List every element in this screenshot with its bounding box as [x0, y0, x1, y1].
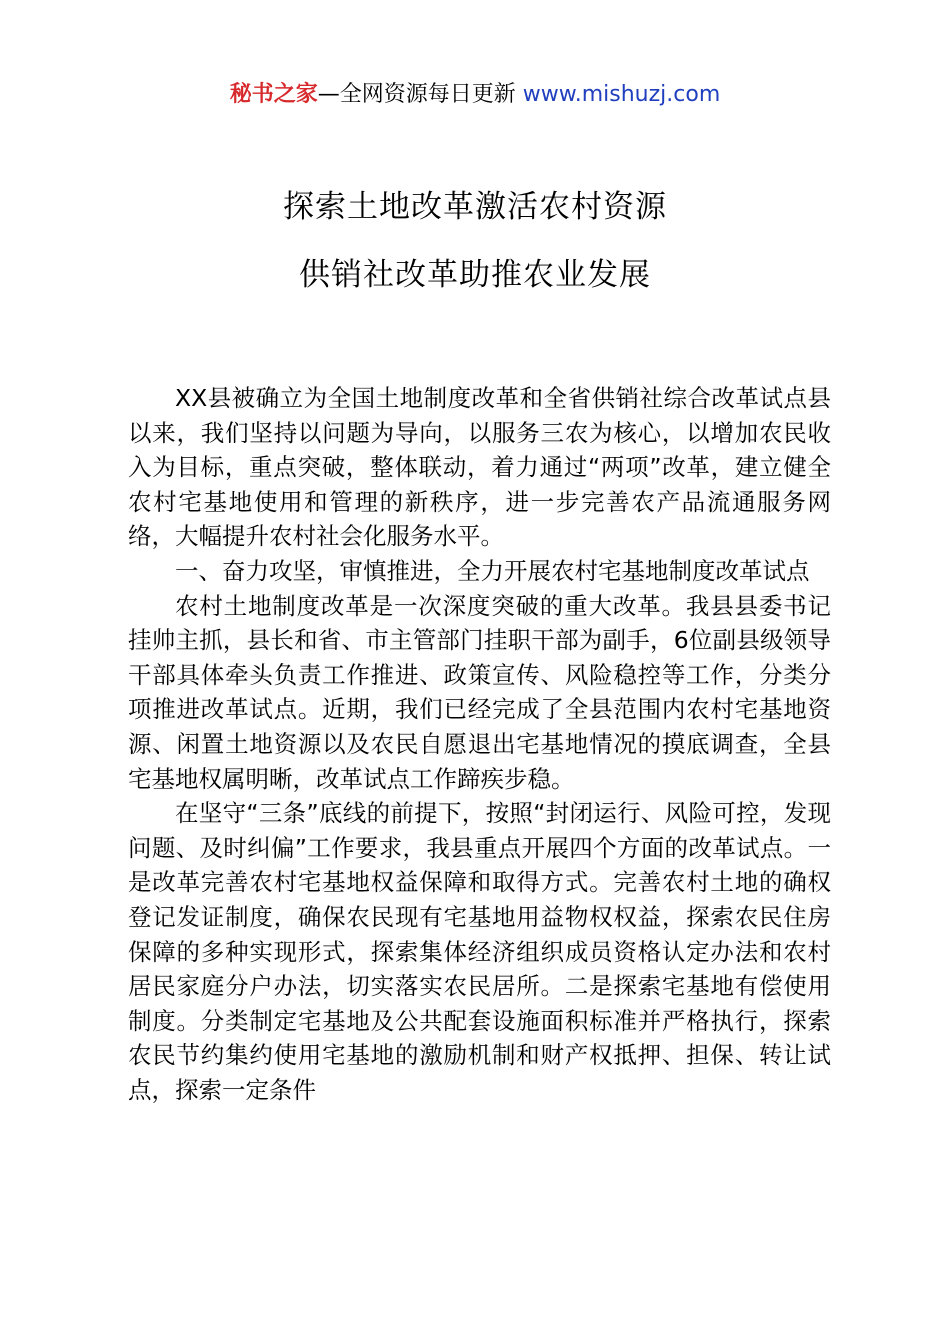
- site-url-link[interactable]: www.mishuzj.com: [522, 82, 721, 107]
- document-title-line-2: 供销社改革助推农业发展: [299, 257, 651, 293]
- site-brand: 秘书之家: [229, 82, 318, 107]
- site-header: [0, 80, 950, 110]
- paragraph-reform-overview: 农村土地制度改革是一次深度突破的重大改革。我县县委书记挂帅主抓，县长和省、市主管部门挂职干部为副手，6位副县级领导干部具体牵头负责工作推进、政策宣传、风险稳控等工作，分类分项推进改革试点。近期，我们已经完成了全县范围内农村宅基地资源、闲置土地资源以及农民自愿退出宅基地情况的摸底调查，全县宅基地权属明晰，改革试点工作蹄疾步稳。: [128, 591, 831, 793]
- site-tagline: —全网资源每日更新: [317, 82, 523, 107]
- paragraph-four-reforms: 在坚守“三条”底线的前提下，按照“封闭运行、风险可控，发现问题、及时纠偏”工作要求，我县重点开展四个方面的改革试点。一是改革完善农村宅基地权益保障和取得方式。完善农村土地的确权登记发证制度，确保农民现有宅基地用益物权权益，探索农民住房保障的多种实现形式，探索集体经济组织成员资格认定办法和农村居民家庭分户办法，切实落实农民居所。二是探索宅基地有偿使用制度。分类制定宅基地及公共配套设施面积标准并严格执行，探索农民节约集约使用宅基地的激励机制和财产权抵押、担保、转让试点，探索一定条件: [128, 799, 831, 1104]
- section-heading-1: 一、奋力攻坚，审慎推进，全力开展农村宅基地制度改革试点: [175, 556, 810, 585]
- paragraph-intro: XX县被确立为全国土地制度改革和全省供销社综合改革试点县以来，我们坚持以问题为导向，以服务三农为核心，以增加农民收入为目标，重点突破，整体联动，着力通过“两项”改革，建立健全农村宅基地使用和管理的新秩序，进一步完善农产品流通服务网络，大幅提升农村社会化服务水平。: [128, 384, 831, 551]
- document-body: [128, 381, 831, 1107]
- document-title-line-1: 探索土地改革激活农村资源: [283, 189, 667, 225]
